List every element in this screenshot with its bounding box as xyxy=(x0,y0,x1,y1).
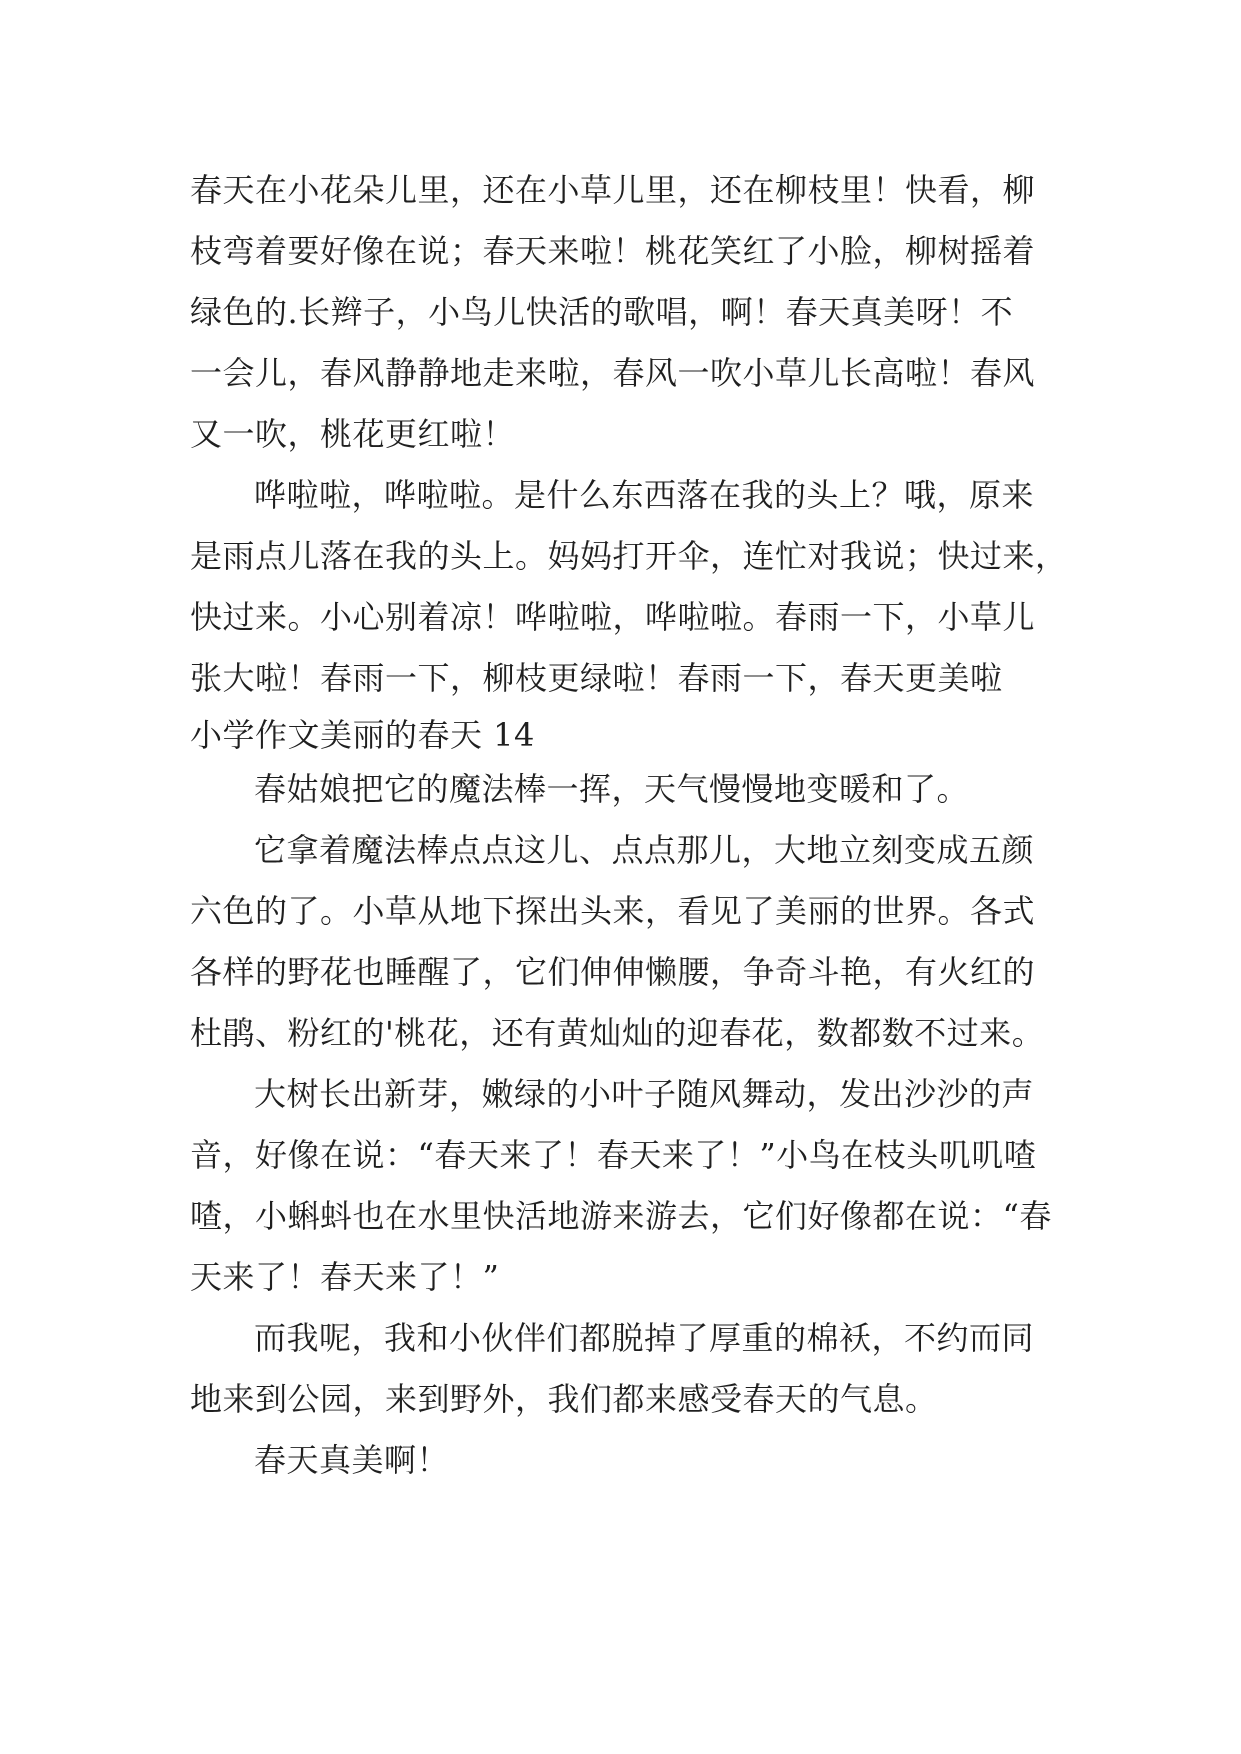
paragraph-7 xyxy=(190,1430,1070,1491)
text-line: 绿色的.长辫子，小鸟儿快活的歌唱，啊！春天真美呀！不 xyxy=(190,293,1014,331)
text-line: 六色的了。小草从地下探出头来，看见了美丽的世界。各式 xyxy=(190,892,1036,930)
section-title: 小学作文美丽的春天 14 xyxy=(190,716,535,754)
text-line: 春天在小花朵儿里，还在小草儿里，还在柳枝里！快看，柳 xyxy=(190,171,1036,209)
text-line: 各样的野花也睡醒了，它们伸伸懒腰，争奇斗艳，有火红的 xyxy=(190,953,1036,991)
text-line: 而我呢，我和小伙伴们都脱掉了厚重的棉袄，不约而同 xyxy=(254,1319,1035,1357)
paragraph-4 xyxy=(190,820,1070,1064)
paragraph-5 xyxy=(190,1064,1070,1308)
text-line: 音，好像在说：“春天来了！春天来了！”小鸟在枝头叽叽喳 xyxy=(190,1136,1037,1174)
text-line: 快过来。小心别着凉！哗啦啦，哗啦啦。春雨一下，小草儿 xyxy=(190,598,1036,636)
document-body xyxy=(190,160,1070,1491)
paragraph-1 xyxy=(190,160,1070,465)
text-line: 哗啦啦，哗啦啦。是什么东西落在我的头上？哦，原来 xyxy=(254,476,1035,514)
text-line: 春姑娘把它的魔法棒一挥，天气慢慢地变暖和了。 xyxy=(254,770,970,808)
text-line: 张大啦！春雨一下，柳枝更绿啦！春雨一下，春天更美啦 xyxy=(190,659,1003,697)
paragraph-3 xyxy=(190,759,1070,820)
text-line: 一会儿，春风静静地走来啦，春风一吹小草儿长高啦！春风 xyxy=(190,354,1036,392)
text-line: 春天真美啊！ xyxy=(254,1441,450,1479)
text-line: 大树长出新芽，嫩绿的小叶子随风舞动，发出沙沙的声 xyxy=(254,1075,1035,1113)
text-line: 地来到公园，来到野外，我们都来感受春天的气息。 xyxy=(190,1380,938,1418)
text-line: 喳，小蝌蚪也在水里快活地游来游去，它们好像都在说：“春 xyxy=(190,1197,1052,1235)
text-line: 又一吹，桃花更红啦！ xyxy=(190,415,516,453)
text-line: 天来了！春天来了！” xyxy=(190,1258,500,1296)
paragraph-6 xyxy=(190,1308,1070,1430)
text-line: 枝弯着要好像在说；春天来啦！桃花笑红了小脸，柳树摇着 xyxy=(190,232,1036,270)
text-line: 是雨点儿落在我的头上。妈妈打开伞，连忙对我说；快过来， xyxy=(190,537,1068,575)
text-line: 它拿着魔法棒点点这儿、点点那儿，大地立刻变成五颜 xyxy=(254,831,1035,869)
text-line: 杜鹃、粉红的'桃花，还有黄灿灿的迎春花，数都数不过来。 xyxy=(190,1014,1045,1052)
paragraph-2 xyxy=(190,465,1070,709)
